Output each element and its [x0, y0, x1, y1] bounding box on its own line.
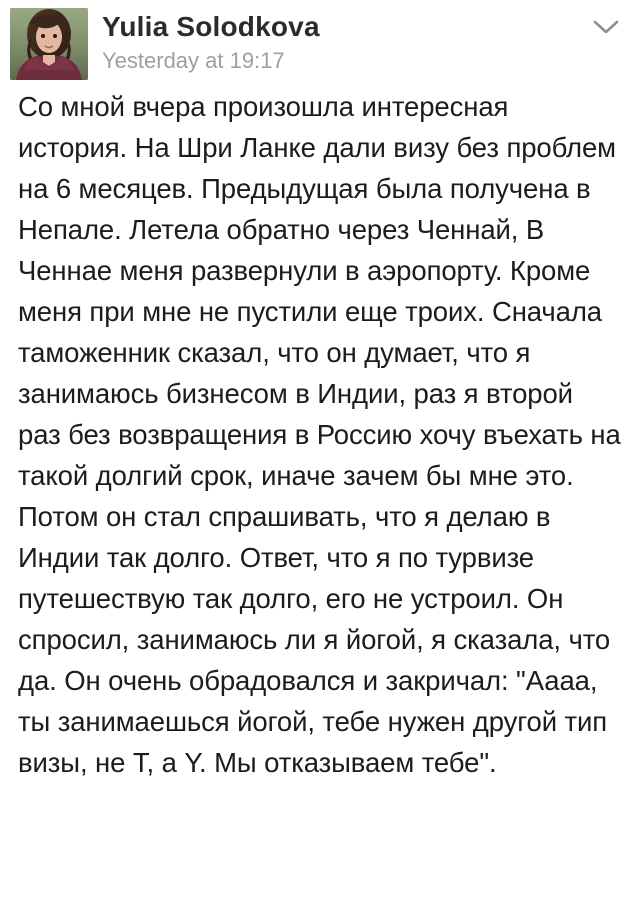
post-header	[0, 0, 637, 78]
post-body	[0, 78, 637, 783]
chevron-down-icon[interactable]	[591, 12, 621, 42]
chevron-down-glyph	[593, 19, 619, 35]
avatar[interactable]	[10, 8, 88, 80]
post-header-text	[88, 8, 627, 76]
post-timestamp[interactable]: Yesterday at 19:17	[102, 48, 285, 73]
post-author-name[interactable]: Yulia Solodkova	[102, 11, 320, 42]
post-text: Со мной вчера произошла интересная история. На Шри Ланке дали визу без проблем на 6 месяцев. Предыдущая была получена в Непале. Летела обратно через Ченнай, В Ченнае меня развернули в аэропорту. Кроме меня при мне не пустили еще троих. Сначала таможенник сказал, что он думает, что я занимаюсь бизнесом в Индии, раз я второй раз без возвращения в Россию хочу въехать на такой долгий срок, иначе зачем бы мне это. Потом он стал спрашивать, что я делаю в Индии так долго. Ответ, что я по турвизе путешествую так долго, его не устроил. Он спросил, занимаюсь ли я йогой, я сказала, что да. Он очень обрадовался и закричал: "Аааа, ты занимаешься йогой, тебе нужен другой тип визы, не T, а Y. Мы отказываем тебе".	[18, 91, 621, 778]
avatar-image	[10, 8, 88, 80]
